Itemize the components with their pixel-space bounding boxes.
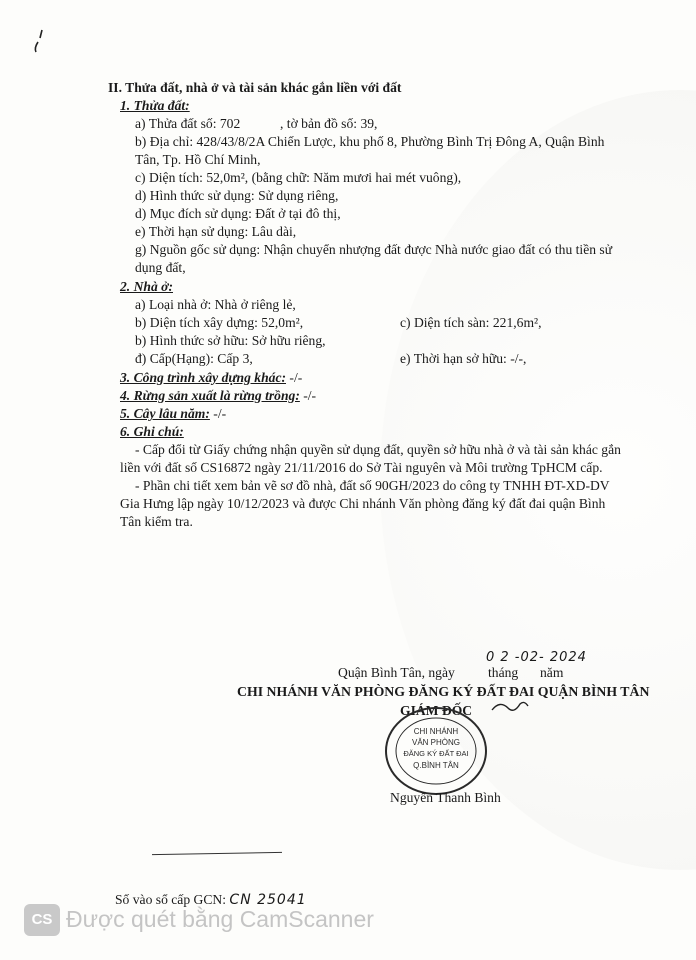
seal-line-1: CHI NHÁNH <box>413 727 459 736</box>
land-use-form: d) Hình thức sử dụng: Sử dụng riêng, <box>135 188 339 203</box>
seal-line-3: ĐĂNG KÝ ĐẤT ĐAI <box>403 749 469 758</box>
note-1-cont: liền với đất số CS16872 ngày 21/11/2016 do Sở Tài nguyên và Môi trường TpHCM cấp. <box>120 460 603 475</box>
notes-heading: 6. Ghi chú: <box>120 424 184 439</box>
land-origin: g) Nguồn gốc sử dụng: Nhận chuyển nhượng đất được Nhà nước giao đất có thu tiền sử <box>135 242 613 257</box>
land-map-sheet: , tờ bản đồ số: 39, <box>280 116 378 131</box>
land-area: c) Diện tích: 52,0m², (bằng chữ: Năm mươi hai mét vuông), <box>135 170 462 185</box>
date-stamp: 0 2 -02- 2024 <box>486 650 587 665</box>
land-address-cont: Tân, Tp. Hồ Chí Minh, <box>135 152 261 167</box>
register-label: Số vào sổ cấp GCN: <box>115 892 227 907</box>
house-type: a) Loại nhà ở: Nhà ở riêng lẻ, <box>135 297 296 312</box>
perennial-heading: 5. Cây lâu năm: <box>120 406 210 421</box>
signature-flourish <box>490 698 530 718</box>
year-label: năm <box>540 665 564 680</box>
note-2-end: Tân kiểm tra. <box>120 514 193 529</box>
land-heading: 1. Thửa đất: <box>120 98 190 113</box>
camscanner-watermark: Được quét bằng CamScanner <box>66 906 374 932</box>
seal-line-2: VĂN PHÒNG <box>411 738 461 747</box>
house-build-area: b) Diện tích xây dựng: 52,0m², <box>135 315 304 330</box>
seal-line-4: Q.BÌNH TÂN <box>413 761 459 770</box>
land-address: b) Địa chỉ: 428/43/8/2A Chiến Lược, khu phố 8, Phường Bình Trị Đông A, Quận Bình <box>135 134 605 149</box>
land-parcel-number: a) Thửa đất số: 702 <box>135 116 241 131</box>
note-1: - Cấp đổi từ Giấy chứng nhận quyền sử dụng đất, quyền sở hữu nhà ở và tài sản khác gắn <box>135 442 621 457</box>
note-2: - Phần chi tiết xem bản vẽ sơ đồ nhà, đất số 90GH/2023 do công ty TNHH ĐT-XD-DV <box>135 478 610 493</box>
forest-value: -/- <box>299 388 317 403</box>
month-label: tháng <box>488 665 519 680</box>
section-title: II. Thửa đất, nhà ở và tài sản khác gắn liền với đất <box>108 80 402 95</box>
house-ownership-term: e) Thời hạn sở hữu: -/-, <box>400 351 527 366</box>
office-seal <box>380 704 488 798</box>
house-heading: 2. Nhà ở: <box>120 279 173 294</box>
perennial-value: -/- <box>209 406 227 421</box>
office-name: CHI NHÁNH VĂN PHÒNG ĐĂNG KÝ ĐẤT ĐAI QUẬN BÌNH TÂN <box>237 684 650 699</box>
other-works-heading: 3. Công trình xây dựng khác: <box>120 370 287 385</box>
signer-name: Nguyễn Thanh Bình <box>390 790 501 805</box>
other-works-row <box>120 369 302 387</box>
place-date: Quận Bình Tân, ngày <box>338 665 455 680</box>
forest-heading: 4. Rừng sản xuất là rừng trồng: <box>120 388 300 403</box>
camscanner-logo: CS <box>24 904 60 936</box>
signature-line <box>152 852 282 855</box>
house-ownership-form: b) Hình thức sở hữu: Sở hữu riêng, <box>135 333 326 348</box>
house-grade: đ) Cấp(Hạng): Cấp 3, <box>135 351 253 366</box>
note-2-cont: Gia Hưng lập ngày 10/12/2023 và được Chi nhánh Văn phòng đăng ký đất đai quận Bình <box>120 496 606 511</box>
signer-title: GIÁM ĐỐC <box>400 703 473 718</box>
land-use-purpose: d) Mục đích sử dụng: Đất ở tại đô thị, <box>135 206 341 221</box>
register-number: CN 25041 <box>229 892 307 908</box>
land-origin-cont: dụng đất, <box>135 260 186 275</box>
pen-mark <box>30 28 50 58</box>
perennial-row <box>120 405 226 423</box>
land-use-term: e) Thời hạn sử dụng: Lâu dài, <box>135 224 297 239</box>
house-floor-area: c) Diện tích sàn: 221,6m², <box>400 315 542 330</box>
forest-row <box>120 387 316 405</box>
other-works-value: -/- <box>286 370 303 385</box>
